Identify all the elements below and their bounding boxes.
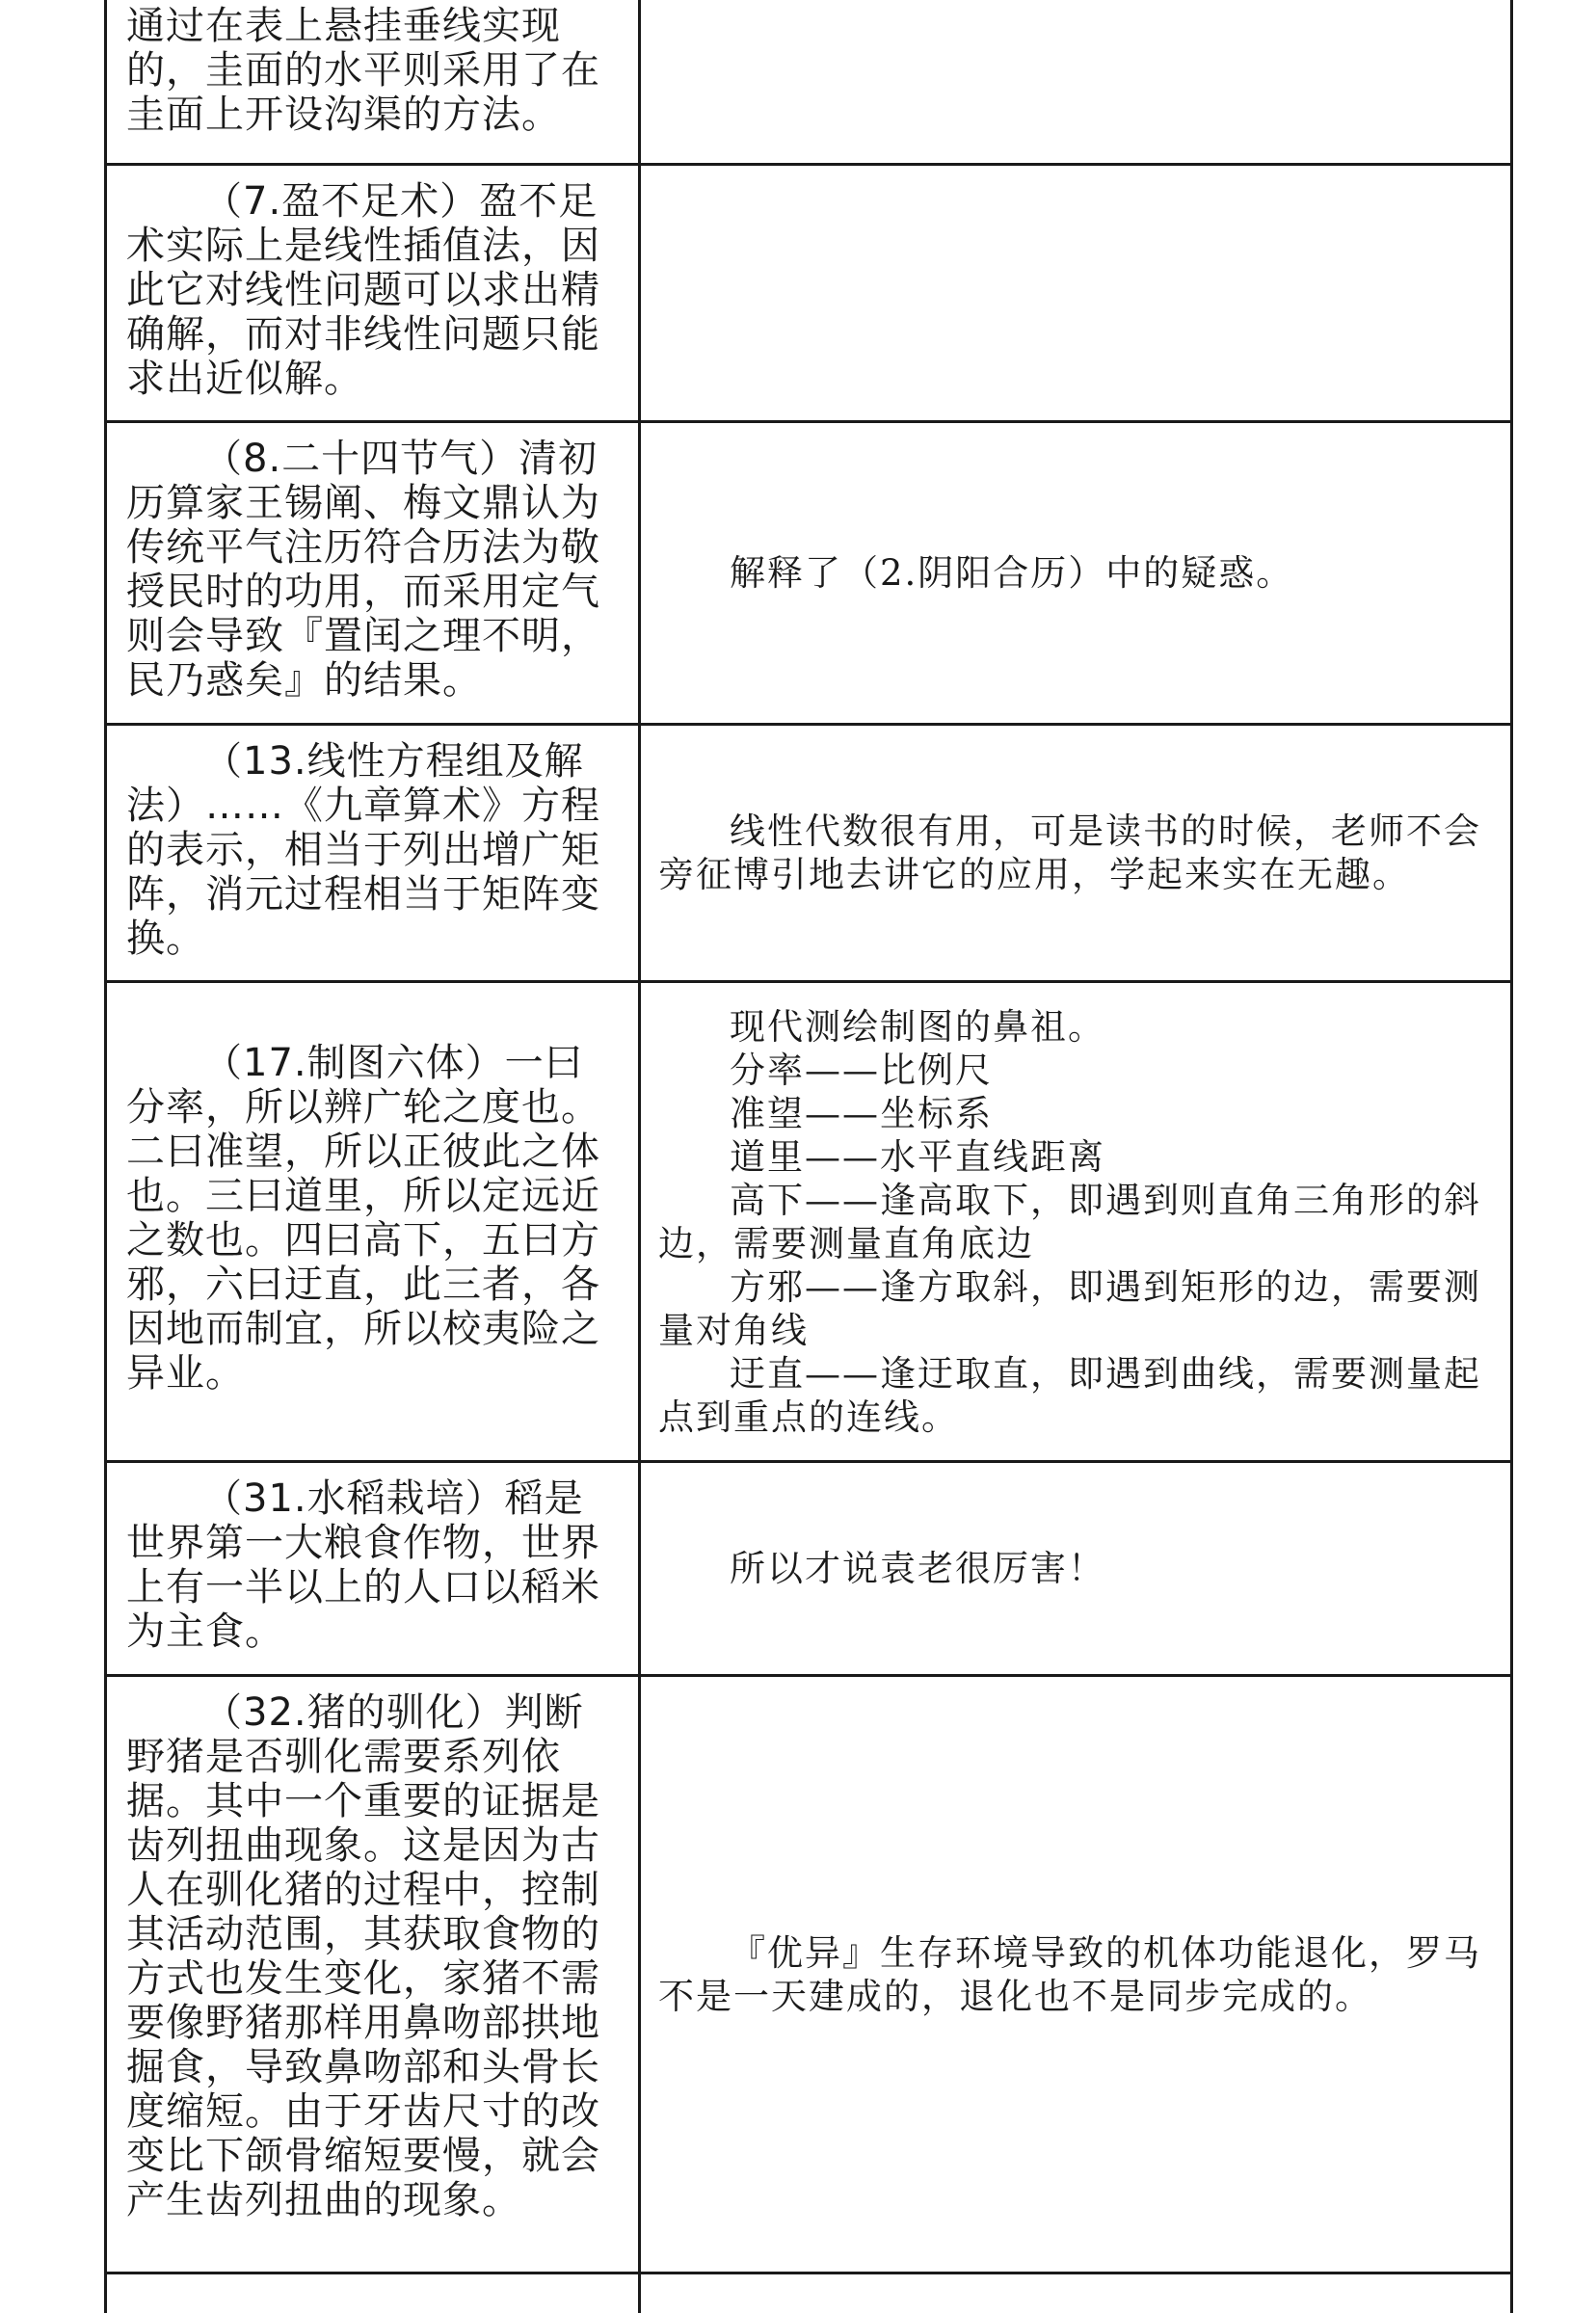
note-cell — [641, 2274, 1504, 2313]
table-row — [107, 0, 1510, 166]
note-text: 『优异』生存环境导致的机体功能退化，罗马不是一天建成的，退化也不是同步完成的。 — [658, 1931, 1481, 2017]
note-line: 准望——坐标系 — [730, 1092, 993, 1134]
note-cell — [641, 1463, 1504, 1674]
note-line: 迂直——逢迂取直，即遇到曲线，需要测量起点到重点的连线。 — [658, 1352, 1481, 1438]
quote-cell — [107, 423, 641, 723]
quote-cell — [107, 1463, 641, 1674]
table-row — [107, 726, 1510, 983]
note-line: 方邪——逢方取斜，即遇到矩形的边，需要测量对角线 — [658, 1265, 1481, 1351]
note-cell — [641, 166, 1504, 420]
quote-cell — [107, 726, 641, 980]
quote-text: （13.线性方程组及解法）……《九章算术》方程的表示，相当于列出增广矩阵，消元过程相当于矩阵变换。 — [126, 739, 600, 961]
note-line: 道里——水平直线距离 — [730, 1135, 1105, 1178]
note-cell — [641, 0, 1504, 163]
notes-table — [104, 0, 1513, 2313]
quote-cell — [107, 166, 641, 420]
quote-cell — [107, 0, 641, 163]
table-row — [107, 1677, 1510, 2274]
quote-text: （7.盈不足术）盈不足术实际上是线性插值法，因此它对线性问题可以求出精确解，而对非线性问题只能求出近似解。 — [126, 179, 600, 401]
quote-text: 通过在表上悬挂垂线实现的，圭面的水平则采用了在圭面上开设沟渠的方法。 — [126, 4, 600, 137]
note-cell — [641, 423, 1504, 723]
note-cell — [641, 983, 1504, 1460]
note-line: 高下——逢高取下，即遇到则直角三角形的斜边，需要测量直角底边 — [658, 1179, 1481, 1264]
table-row — [107, 983, 1510, 1463]
quote-text: （17.制图六体）一曰分率，所以辨广轮之度也。二曰准望，所以正彼此之体也。三曰道里，所以定远近之数也。四曰高下，五曰方邪，六曰迂直，此三者，各因地而制宜，所以校夷险之异业。 — [126, 1041, 600, 1396]
quote-text: （8.二十四节气）清初历算家王锡阐、梅文鼎认为传统平气注历符合历法为敬授民时的功用，而采用定气则会导致『置闰之理不明，民乃惑矣』的结果。 — [126, 437, 600, 703]
note-line: 分率——比例尺 — [730, 1049, 993, 1091]
note-line: 现代测绘制图的鼻祖。 — [730, 1005, 1105, 1048]
quote-text: （31.水稻栽培）稻是世界第一大粮食作物，世界上有一半以上的人口以稻米为主食。 — [126, 1476, 600, 1654]
quote-text: （32.猪的驯化）判断野猪是否驯化需要系列依据。其中一个重要的证据是齿列扭曲现象。这是因为古人在驯化猪的过程中，控制其活动范围，其获取食物的方式也发生变化，家猪不需要像野猪那样用鼻吻部拱地掘食，导致鼻吻部和头骨长度缩短。由于牙齿尺寸的改变比下颌骨缩短要慢，就会产生齿列扭曲的现象。 — [126, 1690, 600, 2222]
note-text: 解释了（2.阴阳合历）中的疑惑。 — [730, 552, 1294, 594]
table-row — [107, 166, 1510, 423]
table-row — [107, 423, 1510, 726]
quote-cell — [107, 2274, 641, 2313]
note-cell — [641, 726, 1504, 980]
quote-cell — [107, 1677, 641, 2272]
table-row — [107, 1463, 1510, 1677]
note-text: 所以才说袁老很厉害！ — [730, 1548, 1105, 1589]
quote-cell — [107, 983, 641, 1460]
note-text: 线性代数很有用，可是读书的时候，老师不会旁征博引地去讲它的应用，学起来实在无趣。 — [658, 811, 1481, 895]
table-row — [107, 2274, 1510, 2313]
note-cell — [641, 1677, 1504, 2272]
